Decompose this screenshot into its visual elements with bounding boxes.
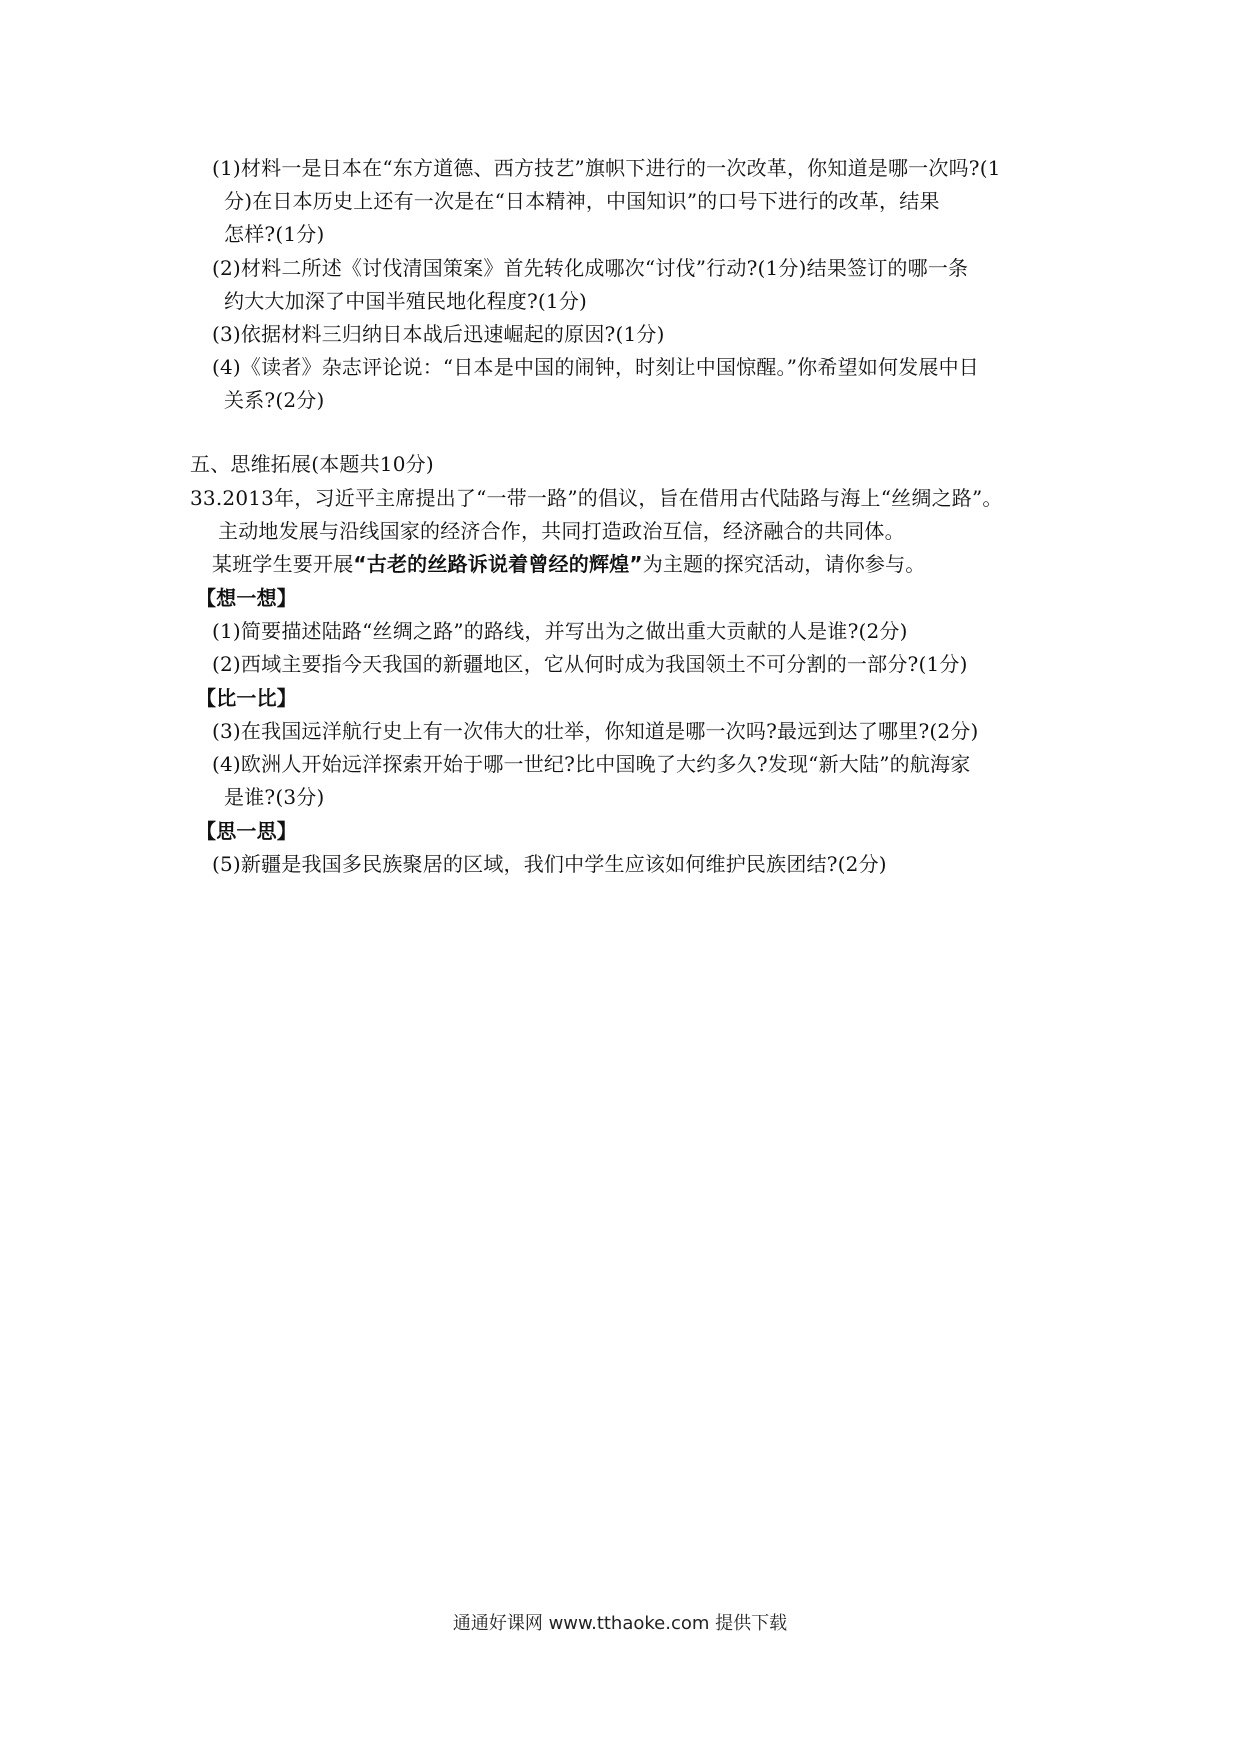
question-1-line-2: 分)在日本历史上还有一次是在“日本精神，中国知识”的口号下进行的改革，结果 — [224, 189, 940, 213]
question-1-line-1: (1)材料一是日本在“东方道德、西方技艺”旗帜下进行的一次改革，你知道是哪一次吗?(1 — [212, 156, 1001, 180]
question-33-suffix: 为主题的探究活动，请你参与。 — [642, 552, 926, 576]
compare-question-3: (3)在我国远洋航行史上有一次伟大的壮举，你知道是哪一次吗?最远到达了哪里?(2分) — [212, 719, 979, 743]
question-33-theme: “古老的丝路诉说着曾经的辉煌” — [353, 552, 643, 576]
question-33-prefix: 某班学生要开展 — [212, 552, 354, 576]
think-question-2: (2)西域主要指今天我国的新疆地区，它从何时成为我国领土不可分割的一部分?(1分) — [212, 652, 968, 676]
think-heading: 【想一想】 — [196, 586, 297, 610]
question-33-line-1: 33.2013年，习近平主席提出了“一带一路”的倡议，旨在借用古代陆路与海上“丝绸之路”。 — [190, 486, 1003, 510]
compare-question-4-line-1: (4)欧洲人开始远洋探索开始于哪一世纪?比中国晚了大约多久?发现“新大陆”的航海家 — [212, 752, 971, 776]
compare-heading: 【比一比】 — [196, 686, 297, 710]
question-1-line-3: 怎样?(1分) — [224, 222, 325, 246]
question-3-line-1: (3)依据材料三归纳日本战后迅速崛起的原因?(1分) — [212, 322, 665, 346]
think-question-1: (1)简要描述陆路“丝绸之路”的路线，并写出为之做出重大贡献的人是谁?(2分) — [212, 619, 908, 643]
question-33-line-3 — [212, 550, 926, 578]
question-4-line-1: (4)《读者》杂志评论说：“日本是中国的闹钟，时刻让中国惊醒。”你希望如何发展中日 — [212, 355, 979, 379]
question-2-line-2: 约大大加深了中国半殖民地化程度?(1分) — [224, 289, 588, 313]
question-4-line-2: 关系?(2分) — [224, 388, 325, 412]
reflect-question-5: (5)新疆是我国多民族聚居的区域，我们中学生应该如何维护民族团结?(2分) — [212, 852, 887, 876]
section-5-heading: 五、思维拓展(本题共10分) — [190, 452, 434, 476]
question-2-line-1: (2)材料二所述《讨伐清国策案》首先转化成哪次“讨伐”行动?(1分)结果签订的哪一条 — [212, 256, 969, 280]
question-33-line-2: 主动地发展与沿线国家的经济合作，共同打造政治互信，经济融合的共同体。 — [218, 519, 905, 543]
footer-source: 通通好课网 www.tthaoke.com 提供下载 — [452, 1613, 788, 1634]
reflect-heading: 【思一思】 — [196, 819, 297, 843]
compare-question-4-line-2: 是谁?(3分) — [224, 785, 325, 809]
